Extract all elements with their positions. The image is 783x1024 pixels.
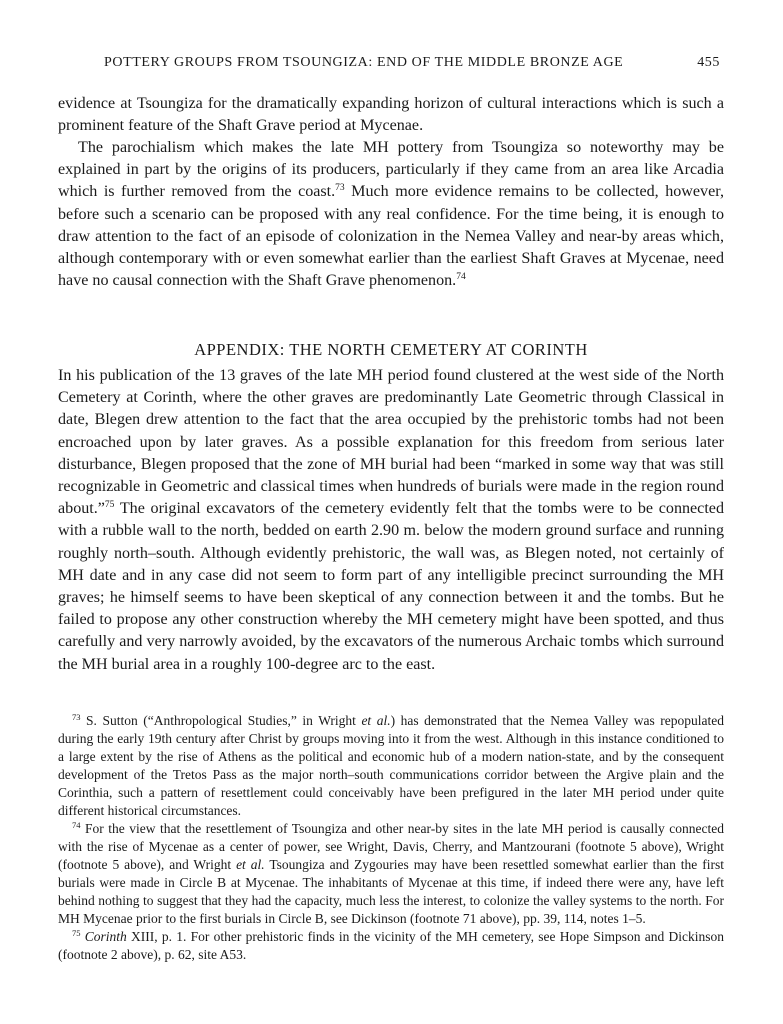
paragraph-text: The original excavators of the cemetery evidently felt that the tombs were to be connected with a rubble wall to the north, bedded on earth 2.90 m. below the modern ground surface and running roughly north–south. Although evidently prehistoric, the wall was, as Blegen noted, not certainly of MH date and in any case did not seem to form part of any intelligible precinct surrounding the MH graves; he himself seems to have been skeptical of any connection between it and the tombs. But he failed to propose any other construction whereby the MH cemetery might have been spotted, and thus carefully and very narrowly avoided, by the excavators of the numerous Archaic tombs which surround the MH burial area in a roughly 100-degree arc to the east. xyxy=(58,500,724,673)
footnote-number: 75 xyxy=(72,928,81,938)
footnote-text: XIII, p. 1. For other prehistoric finds in the vicinity of the MH cemetery, see Hope Simpson and Dickinson (footnote 2 above), p. 62, site A53. xyxy=(58,929,724,962)
running-title: POTTERY GROUPS FROM TSOUNGIZA: END OF THE MIDDLE BRONZE AGE xyxy=(104,55,624,70)
footnote-text: For the view that the resettlement of Tsoungiza and other near-by sites in the late MH period is causally connected with the rise of Mycenae as a center of power, see Wright, Davis, Cherry, and Mantzourani (footnote 5 above), Wright (footnote 5 above), and Wright xyxy=(58,821,724,872)
paragraph-text: Much more evidence remains to be collected, however, before such a scenario can be proposed with any real confidence. For the time being, it is enough to draw attention to the fact of an episode of colonization in the Nemea Valley and near-by areas which, although contemporary with or even somewhat earlier than the earliest Shaft Graves at Mycenae, need have no causal connection with the Shaft Grave phenomenon. xyxy=(58,183,724,290)
footnote-73 xyxy=(58,712,724,820)
footnote-ref-75[interactable]: 75 xyxy=(104,500,115,511)
footnotes xyxy=(58,712,724,964)
paragraph-continued xyxy=(58,93,724,137)
footnote-italic: Corinth xyxy=(84,929,127,944)
paragraph-text: evidence at Tsoungiza for the dramatically expanding horizon of cultural interactions which is such a prominent feature of the Shaft Grave period at Mycenae. xyxy=(58,95,724,135)
paragraph-parochialism xyxy=(58,137,724,292)
footnote-text: ) has demonstrated that the Nemea Valley was repopulated during the early 19th century after Christ by groups moving into it from the west. Although in this instance conditioned to a large extent by the rise of Athens as the political and economic hub of a modern nation-state, and by the consequent development of the Tretos Pass as the major north–south communications corridor between the Argive plain and the Corinthia, such a pattern of resettlement could conceivably have been prefigured in the later MH period under quite different historical circumstances. xyxy=(58,713,724,818)
footnote-text: S. Sutton (“Anthropological Studies,” in Wright xyxy=(86,713,362,728)
footnote-italic: et al. xyxy=(236,857,265,872)
paragraph-appendix xyxy=(58,365,724,676)
footnote-italic: et al. xyxy=(361,713,391,728)
footnote-text: Tsoungiza and Zygouries may have been resettled somewhat earlier than the first burials were made in Circle B at Mycenae. The inhabitants of Mycenae at this time, if indeed there were any, have left behind nothing to suggest that they had the capacity, much less the interest, to colonize the valley systems to the north. For MH Mycenae prior to the first burials in Circle B, see Dickinson (footnote 71 above), pp. 39, 114, notes 1–5. xyxy=(58,857,724,926)
footnote-number: 74 xyxy=(72,820,81,830)
footnote-number: 73 xyxy=(72,712,81,722)
paragraph-text: The parochialism which makes the late MH pottery from Tsoungiza so noteworthy may be explained in part by the origins of its producers, particularly if they came from an area like Arcadia which is further removed from the coast. xyxy=(58,139,724,201)
footnote-ref-73[interactable]: 73 xyxy=(335,183,345,194)
page-number: 455 xyxy=(697,55,720,70)
footnote-74 xyxy=(58,820,724,928)
footnote-ref-74[interactable]: 74 xyxy=(456,272,466,283)
paragraph-text: In his publication of the 13 graves of the late MH period found clustered at the west side of the North Cemetery at Corinth, where the other graves are predominantly Late Geometric through Classical in date, Blegen drew attention to the fact that the area occupied by the prehistoric tombs had not been encroached upon by later graves. As a possible explanation for this freedom from serious later disturbance, Blegen proposed that the zone of MH burial had been “marked in some way that was still recognizable in Geometric and classical times when hundreds of burials were made in the region round about.” xyxy=(58,367,724,518)
running-head xyxy=(104,54,720,72)
footnote-75 xyxy=(58,928,724,964)
appendix-heading: APPENDIX: THE NORTH CEMETERY AT CORINTH xyxy=(194,340,588,359)
